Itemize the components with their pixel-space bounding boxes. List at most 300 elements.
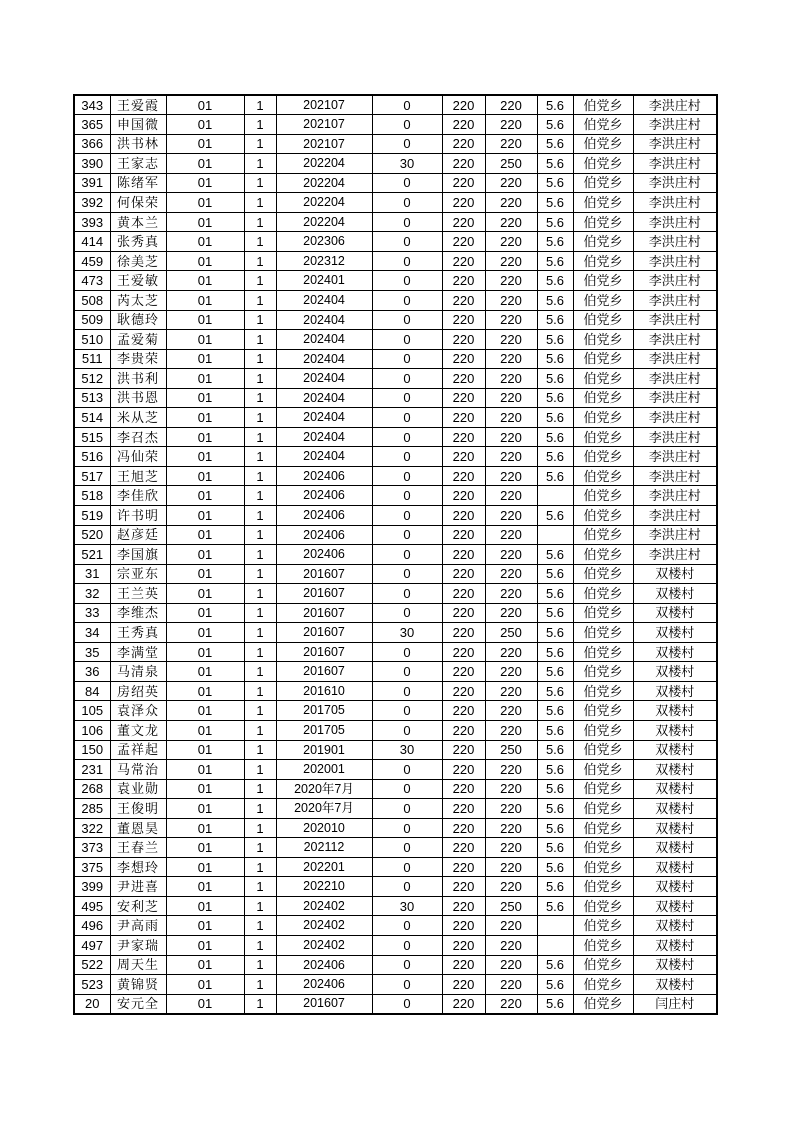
cell-rate: 5.6 [537,154,573,174]
cell-village: 李洪庄村 [633,271,717,291]
cell-type_code: 01 [166,740,244,760]
cell-village: 李洪庄村 [633,115,717,135]
cell-name: 宗亚东 [110,564,166,584]
table-row [74,525,717,545]
cell-name: 马清泉 [110,662,166,682]
cell-name: 王秀真 [110,623,166,643]
cell-supplement: 0 [372,486,442,506]
cell-base: 220 [442,662,485,682]
cell-total: 220 [485,994,537,1014]
cell-name: 孟祥起 [110,740,166,760]
cell-date: 202406 [276,525,372,545]
cell-rate: 5.6 [537,896,573,916]
table-row [74,427,717,447]
cell-village: 李洪庄村 [633,408,717,428]
cell-total: 220 [485,232,537,252]
table-row [74,232,717,252]
cell-village: 双楼村 [633,642,717,662]
cell-id: 495 [74,896,110,916]
cell-supplement: 0 [372,779,442,799]
cell-count: 1 [244,642,276,662]
cell-village: 双楼村 [633,857,717,877]
cell-total: 220 [485,916,537,936]
cell-total: 220 [485,408,537,428]
table-row [74,896,717,916]
cell-total: 220 [485,779,537,799]
cell-id: 34 [74,623,110,643]
cell-township: 伯党乡 [573,642,633,662]
cell-village: 双楼村 [633,799,717,819]
cell-total: 220 [485,505,537,525]
cell-date: 201607 [276,994,372,1014]
cell-total: 220 [485,642,537,662]
cell-village: 双楼村 [633,603,717,623]
cell-count: 1 [244,251,276,271]
table-row [74,447,717,467]
cell-base: 220 [442,818,485,838]
cell-rate: 5.6 [537,212,573,232]
cell-id: 510 [74,330,110,350]
cell-name: 房绍英 [110,681,166,701]
cell-type_code: 01 [166,662,244,682]
cell-type_code: 01 [166,95,244,115]
table-row [74,388,717,408]
cell-village: 李洪庄村 [633,212,717,232]
cell-type_code: 01 [166,369,244,389]
cell-village: 李洪庄村 [633,388,717,408]
cell-supplement: 0 [372,466,442,486]
cell-count: 1 [244,603,276,623]
cell-rate: 5.6 [537,975,573,995]
cell-type_code: 01 [166,818,244,838]
cell-supplement: 30 [372,896,442,916]
cell-township: 伯党乡 [573,310,633,330]
cell-date: 202404 [276,388,372,408]
cell-type_code: 01 [166,525,244,545]
cell-supplement: 0 [372,290,442,310]
cell-total: 220 [485,525,537,545]
cell-total: 220 [485,466,537,486]
cell-type_code: 01 [166,545,244,565]
cell-rate: 5.6 [537,681,573,701]
cell-type_code: 01 [166,721,244,741]
cell-supplement: 0 [372,681,442,701]
cell-township: 伯党乡 [573,330,633,350]
table-row [74,193,717,213]
cell-date: 201901 [276,740,372,760]
cell-date: 202001 [276,760,372,780]
cell-date: 202404 [276,369,372,389]
cell-township: 伯党乡 [573,857,633,877]
cell-date: 2020年7月 [276,779,372,799]
cell-id: 520 [74,525,110,545]
cell-base: 220 [442,721,485,741]
table-row [74,349,717,369]
cell-name: 何保荣 [110,193,166,213]
cell-rate: 5.6 [537,349,573,369]
cell-base: 220 [442,193,485,213]
cell-type_code: 01 [166,896,244,916]
cell-township: 伯党乡 [573,486,633,506]
cell-id: 33 [74,603,110,623]
cell-total: 220 [485,290,537,310]
cell-rate: 5.6 [537,369,573,389]
cell-type_code: 01 [166,486,244,506]
cell-village: 李洪庄村 [633,545,717,565]
cell-village: 双楼村 [633,721,717,741]
cell-village: 双楼村 [633,955,717,975]
table-row [74,486,717,506]
cell-type_code: 01 [166,642,244,662]
cell-township: 伯党乡 [573,134,633,154]
cell-village: 李洪庄村 [633,330,717,350]
cell-rate: 5.6 [537,623,573,643]
cell-base: 220 [442,760,485,780]
cell-base: 220 [442,427,485,447]
cell-supplement: 0 [372,564,442,584]
cell-village: 李洪庄村 [633,251,717,271]
cell-township: 伯党乡 [573,701,633,721]
cell-township: 伯党乡 [573,564,633,584]
table-row [74,642,717,662]
cell-id: 31 [74,564,110,584]
cell-count: 1 [244,916,276,936]
table-row [74,271,717,291]
cell-name: 黄本兰 [110,212,166,232]
cell-date: 202402 [276,936,372,956]
cell-base: 220 [442,251,485,271]
cell-count: 1 [244,212,276,232]
cell-type_code: 01 [166,193,244,213]
cell-count: 1 [244,877,276,897]
cell-supplement: 0 [372,447,442,467]
cell-id: 365 [74,115,110,135]
cell-rate [537,936,573,956]
table-row [74,154,717,174]
cell-township: 伯党乡 [573,447,633,467]
cell-name: 李国旗 [110,545,166,565]
cell-date: 201607 [276,662,372,682]
cell-total: 220 [485,212,537,232]
cell-date: 202107 [276,134,372,154]
table-row [74,603,717,623]
cell-date: 202404 [276,447,372,467]
cell-id: 105 [74,701,110,721]
cell-date: 202210 [276,877,372,897]
cell-type_code: 01 [166,466,244,486]
cell-count: 1 [244,994,276,1014]
cell-id: 375 [74,857,110,877]
cell-name: 王兰英 [110,584,166,604]
cell-total: 220 [485,251,537,271]
cell-township: 伯党乡 [573,681,633,701]
cell-township: 伯党乡 [573,603,633,623]
cell-supplement: 0 [372,427,442,447]
cell-count: 1 [244,466,276,486]
cell-date: 202404 [276,290,372,310]
cell-total: 220 [485,369,537,389]
cell-id: 519 [74,505,110,525]
cell-id: 366 [74,134,110,154]
cell-supplement: 0 [372,721,442,741]
cell-date: 202406 [276,486,372,506]
cell-village: 双楼村 [633,936,717,956]
cell-base: 220 [442,936,485,956]
cell-rate: 5.6 [537,388,573,408]
cell-type_code: 01 [166,388,244,408]
cell-rate: 5.6 [537,466,573,486]
cell-base: 220 [442,994,485,1014]
cell-name: 黄锦贤 [110,975,166,995]
cell-id: 521 [74,545,110,565]
table-row [74,857,717,877]
cell-village: 双楼村 [633,564,717,584]
cell-date: 201607 [276,603,372,623]
table-row [74,760,717,780]
cell-base: 220 [442,584,485,604]
cell-count: 1 [244,564,276,584]
cell-id: 414 [74,232,110,252]
cell-supplement: 0 [372,115,442,135]
cell-date: 201607 [276,584,372,604]
cell-base: 220 [442,369,485,389]
cell-total: 250 [485,623,537,643]
table-row [74,310,717,330]
cell-rate: 5.6 [537,564,573,584]
cell-count: 1 [244,857,276,877]
cell-id: 36 [74,662,110,682]
cell-village: 李洪庄村 [633,486,717,506]
cell-base: 220 [442,447,485,467]
cell-township: 伯党乡 [573,662,633,682]
cell-village: 双楼村 [633,838,717,858]
cell-township: 伯党乡 [573,799,633,819]
cell-date: 202406 [276,466,372,486]
cell-total: 220 [485,310,537,330]
cell-name: 李维杰 [110,603,166,623]
cell-id: 343 [74,95,110,115]
cell-id: 514 [74,408,110,428]
cell-rate: 5.6 [537,115,573,135]
cell-date: 202306 [276,232,372,252]
cell-id: 84 [74,681,110,701]
cell-township: 伯党乡 [573,154,633,174]
cell-type_code: 01 [166,349,244,369]
cell-rate [537,525,573,545]
cell-village: 闫庄村 [633,994,717,1014]
cell-type_code: 01 [166,779,244,799]
cell-rate: 5.6 [537,545,573,565]
cell-date: 202204 [276,173,372,193]
cell-date: 201705 [276,721,372,741]
cell-supplement: 30 [372,154,442,174]
cell-township: 伯党乡 [573,95,633,115]
cell-name: 李满堂 [110,642,166,662]
cell-supplement: 0 [372,349,442,369]
cell-type_code: 01 [166,408,244,428]
cell-name: 袁业勋 [110,779,166,799]
cell-village: 双楼村 [633,916,717,936]
cell-supplement: 0 [372,916,442,936]
cell-rate: 5.6 [537,994,573,1014]
cell-township: 伯党乡 [573,525,633,545]
cell-base: 220 [442,505,485,525]
cell-township: 伯党乡 [573,466,633,486]
cell-id: 285 [74,799,110,819]
cell-rate: 5.6 [537,857,573,877]
cell-id: 32 [74,584,110,604]
cell-name: 董恩昊 [110,818,166,838]
cell-township: 伯党乡 [573,193,633,213]
cell-rate: 5.6 [537,877,573,897]
cell-village: 李洪庄村 [633,134,717,154]
table-row [74,290,717,310]
cell-village: 双楼村 [633,662,717,682]
cell-count: 1 [244,896,276,916]
cell-name: 安元全 [110,994,166,1014]
cell-id: 399 [74,877,110,897]
cell-total: 220 [485,388,537,408]
cell-township: 伯党乡 [573,721,633,741]
cell-supplement: 0 [372,603,442,623]
cell-base: 220 [442,564,485,584]
cell-rate [537,486,573,506]
cell-count: 1 [244,154,276,174]
cell-total: 220 [485,193,537,213]
cell-type_code: 01 [166,936,244,956]
cell-base: 220 [442,740,485,760]
cell-name: 孟爱菊 [110,330,166,350]
cell-village: 双楼村 [633,975,717,995]
cell-count: 1 [244,545,276,565]
table-row [74,740,717,760]
cell-base: 220 [442,466,485,486]
cell-type_code: 01 [166,505,244,525]
cell-supplement: 0 [372,95,442,115]
table-row [74,662,717,682]
cell-rate: 5.6 [537,408,573,428]
cell-count: 1 [244,838,276,858]
cell-name: 王爱霞 [110,95,166,115]
cell-township: 伯党乡 [573,115,633,135]
cell-rate: 5.6 [537,721,573,741]
cell-date: 201610 [276,681,372,701]
cell-supplement: 0 [372,642,442,662]
cell-type_code: 01 [166,115,244,135]
cell-village: 李洪庄村 [633,369,717,389]
table-row [74,251,717,271]
cell-name: 张秀真 [110,232,166,252]
cell-village: 双楼村 [633,681,717,701]
cell-count: 1 [244,408,276,428]
cell-total: 220 [485,838,537,858]
cell-date: 202406 [276,955,372,975]
cell-base: 220 [442,271,485,291]
cell-rate: 5.6 [537,330,573,350]
cell-township: 伯党乡 [573,740,633,760]
cell-date: 202402 [276,916,372,936]
cell-id: 268 [74,779,110,799]
cell-id: 231 [74,760,110,780]
cell-township: 伯党乡 [573,212,633,232]
cell-name: 马常治 [110,760,166,780]
cell-total: 220 [485,447,537,467]
cell-name: 尹家瑞 [110,936,166,956]
cell-count: 1 [244,447,276,467]
cell-rate: 5.6 [537,95,573,115]
cell-base: 220 [442,408,485,428]
cell-count: 1 [244,584,276,604]
cell-township: 伯党乡 [573,955,633,975]
cell-id: 373 [74,838,110,858]
cell-name: 王俊明 [110,799,166,819]
table-row [74,505,717,525]
cell-township: 伯党乡 [573,290,633,310]
cell-rate: 5.6 [537,799,573,819]
cell-count: 1 [244,701,276,721]
cell-township: 伯党乡 [573,349,633,369]
cell-village: 李洪庄村 [633,349,717,369]
cell-date: 202401 [276,271,372,291]
cell-village: 李洪庄村 [633,525,717,545]
cell-name: 芮太芝 [110,290,166,310]
cell-type_code: 01 [166,975,244,995]
cell-base: 220 [442,681,485,701]
cell-rate: 5.6 [537,310,573,330]
cell-count: 1 [244,525,276,545]
cell-id: 150 [74,740,110,760]
cell-base: 220 [442,154,485,174]
cell-rate: 5.6 [537,779,573,799]
cell-type_code: 01 [166,427,244,447]
cell-base: 220 [442,349,485,369]
cell-type_code: 01 [166,212,244,232]
cell-id: 523 [74,975,110,995]
cell-supplement: 0 [372,408,442,428]
cell-count: 1 [244,95,276,115]
cell-name: 王家志 [110,154,166,174]
cell-count: 1 [244,721,276,741]
cell-count: 1 [244,936,276,956]
cell-base: 220 [442,623,485,643]
cell-base: 220 [442,330,485,350]
cell-total: 220 [485,134,537,154]
cell-date: 202404 [276,408,372,428]
cell-name: 洪书林 [110,134,166,154]
cell-date: 202404 [276,330,372,350]
cell-supplement: 0 [372,760,442,780]
cell-name: 安利芝 [110,896,166,916]
cell-base: 220 [442,603,485,623]
cell-date: 202312 [276,251,372,271]
cell-base: 220 [442,916,485,936]
cell-id: 518 [74,486,110,506]
cell-name: 陈绪军 [110,173,166,193]
cell-name: 徐美芝 [110,251,166,271]
cell-total: 220 [485,975,537,995]
cell-id: 106 [74,721,110,741]
cell-supplement: 0 [372,193,442,213]
table-row [74,369,717,389]
cell-type_code: 01 [166,310,244,330]
cell-total: 220 [485,545,537,565]
cell-supplement: 0 [372,369,442,389]
cell-type_code: 01 [166,154,244,174]
cell-date: 2020年7月 [276,799,372,819]
cell-base: 220 [442,388,485,408]
cell-township: 伯党乡 [573,388,633,408]
cell-rate: 5.6 [537,955,573,975]
